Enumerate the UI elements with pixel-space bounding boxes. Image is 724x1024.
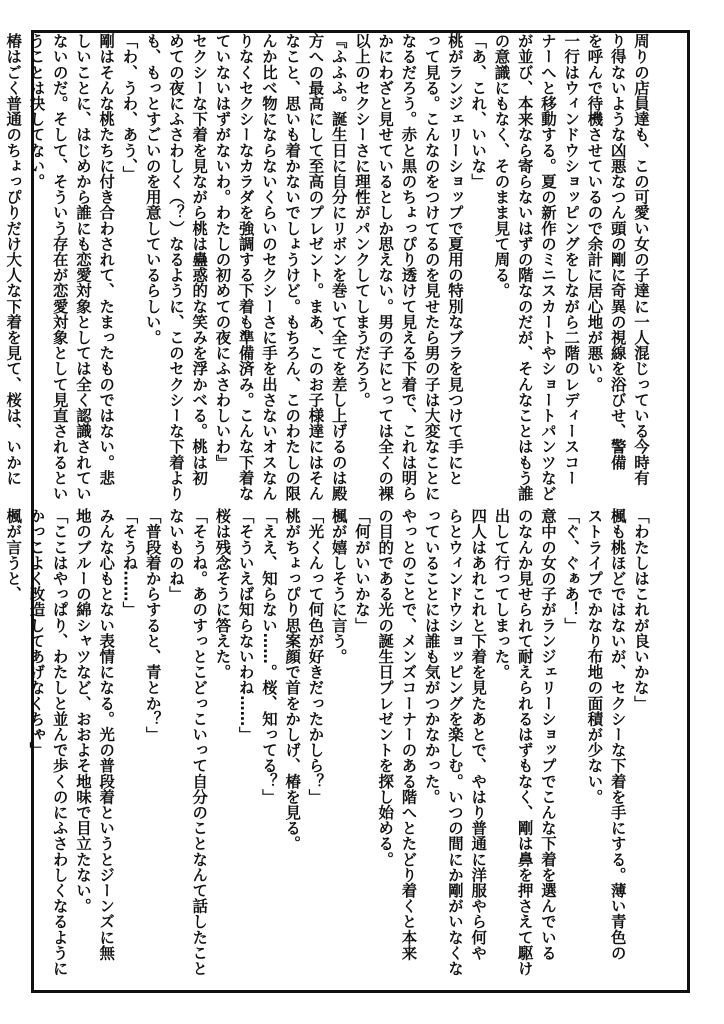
text-column: ていないはずがないわ。わたしの初めての夜にふさわしいわ』 [213, 33, 232, 470]
text-column: セクシーな下着を見ながら桃は蠱惑的な笑みを浮かべる。桃は初 [190, 33, 209, 486]
text-column: 「ここはやっぱり、わたしと並んで歩くのにふさわしくなるように [50, 508, 69, 976]
text-column: なこと、思いも着かないでしょうけど。もちろん、このわたしの限 [283, 33, 302, 501]
text-column: ストライプでかなり布地の面積が少ない。 [585, 508, 604, 805]
text-column: 剛はそんな桃たちに付き合わされて、たまったものではない。悲 [97, 33, 116, 486]
text-column: 「わ、うわ、あう、」 [120, 33, 139, 182]
text-column: 地のブルーの綿シャツなど、おおよそ地味で目立たない。 [74, 508, 92, 914]
text-column: かっこよく改造してあげなくちゃ」 [27, 508, 46, 758]
text-column: 『ふふふ。誕生日に自分にリボンを巻いて全てを差し上げるのは殿 [329, 33, 348, 501]
text-column: らとウィンドウショッピングを楽しむ。いつの間にか剛がいなくな [446, 508, 464, 976]
text-column: 「光くんって何色が好きだったかしら？」 [306, 508, 325, 805]
text-column: 「ええ、知らない……。桜、知ってる？」 [260, 508, 278, 805]
text-column: 四人はあれこれと下着を見たあとで、やはり普通に洋服やら何や [469, 508, 488, 961]
text-column: 「そうね……」 [120, 508, 139, 618]
text-column: っていることには誰も気がつかなかった。 [422, 508, 441, 805]
text-column: なるだろう。赤と黒のちょっぴり透けて見える下着で、これは明ら [399, 33, 418, 501]
text-column: 桃がランジェリーショップで夏用の特別なブラを見つけて手にと [446, 33, 464, 486]
text-column: の意識にもなく、そのまま見て周る。 [492, 33, 511, 299]
text-column [0, 508, 1, 984]
text-column: が並び、本来なら寄らないはずの階なのだが、そんなことはもう誰 [515, 33, 534, 501]
text-column: 楓が言うと、 [4, 508, 23, 602]
text-column: 「ぐ、ぐぁあ！」 [562, 508, 581, 633]
text-column: 方への最高にして至高のプレゼント。まあ、このお子様達にはそん [306, 33, 325, 501]
text-column: ないのだ。そして、そういう存在が恋愛対象として見直されるとい [50, 33, 69, 501]
text-column: 桜は残念そうに答えた。 [213, 508, 232, 680]
text-column: 楓が嬉しそうに言う。 [329, 508, 348, 664]
text-column: かにわざと見せているとしか思えない。男の子にとっては全くの裸 [376, 33, 395, 501]
text-column: って見る。こんなのをつけてるのを見せたら男の子は大変なことに [422, 33, 441, 501]
text-column: を呼んで待機させているので余計に居心地が悪い。 [585, 33, 604, 392]
text-column: ナーへと移動する。夏の新作のミニスカートやショートパンツなど [539, 33, 557, 501]
text-column: 周りの店員達も、この可愛い女の子達に一人混じっている今時有 [632, 33, 650, 486]
upper-text-block [4, 33, 652, 501]
text-column: 意中の女の子がランジェリーショップでこんな下着を選んでいる [539, 508, 557, 961]
lower-text-block [4, 508, 652, 984]
text-column: 以上のセクシーさに理性がパンクしてしまうだろう。 [353, 33, 371, 408]
text-column: りなくセクシーなカラダを強調する下着も準備済み。こんな下着な [236, 33, 255, 501]
text-column: 楓も桃ほどではないが、セクシーな下着を手にする。薄い青色の [608, 508, 627, 961]
text-column: 出して行ってしまった。 [492, 508, 511, 680]
text-column: のなんか見せられて耐えられるはずもなく、剛は鼻を押さえて駆け [515, 508, 534, 976]
text-column [0, 33, 1, 497]
text-column: うことは決してない。 [27, 33, 46, 189]
text-column: ないものね」 [167, 508, 185, 602]
text-column: 一行はウィンドウショッピングをしながら二階のレディースコー [562, 33, 581, 486]
text-column: んか比べ物にならないくらいのセクシーさに手を出さないオスなん [260, 33, 278, 501]
text-column: 「そういえば知らないわね……」 [236, 508, 255, 742]
text-column: 「そうね。あのすっとこどっこいって自分のことなんて話したこと [190, 508, 209, 976]
text-column: 「普段着からすると、青とか？」 [143, 508, 162, 742]
text-column: やっとのことで、メンズコーナーのある階へとたどり着くと本来 [399, 508, 418, 961]
text-column: 「何がいいかな」 [353, 508, 371, 633]
text-column: しいことに、はじめから誰にも恋愛対象としては全く認識されてい [74, 33, 92, 501]
text-column: めての夜にふさわしく（？）なるように、このセクシーな下着より [167, 33, 185, 501]
text-column: も、もっとすごいのを用意しているらしい。 [143, 33, 162, 345]
text-column: 「わたしはこれが良いかな」 [632, 508, 650, 711]
text-column: 椿はごく普通のちょっぴりだけ大人な下着を見て、桜は、いかに [4, 33, 23, 486]
text-column: の目的である光の誕生日プレゼントを探し始める。 [376, 508, 395, 867]
text-column: 「あ、これ、いいな」 [469, 33, 488, 189]
text-column: り得ないような凶悪なつん頭の剛に奇異の視線を浴びせ、警備 [608, 33, 627, 470]
text-column: みんな心もとない表情になる。光の普段着というとジーンズに無 [97, 508, 116, 961]
text-column: 桃がちょっぴり思案顔で首をかしげ、椿を見る。 [283, 508, 302, 852]
